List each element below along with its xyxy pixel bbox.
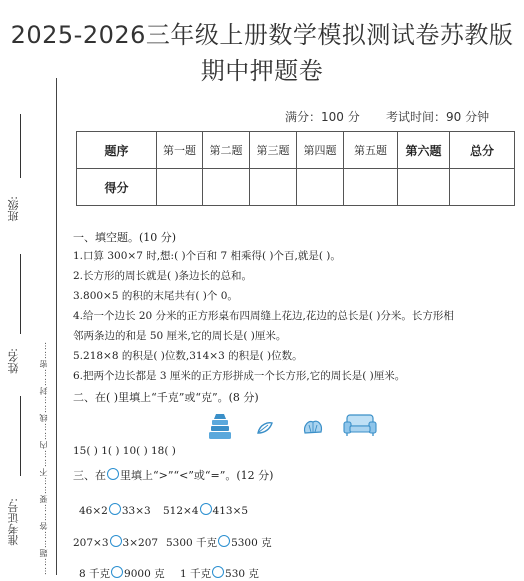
section2-heading: 二、在( )里填上“千克”或“克”。(8 分) xyxy=(73,391,259,404)
answer-circle-icon[interactable] xyxy=(218,535,230,547)
section3-heading-post: 里填上“>”“<”或“=”。(12 分) xyxy=(120,469,274,482)
page-title-line2: 期中押题卷 xyxy=(200,57,324,85)
compare-item xyxy=(79,566,165,581)
compare-left: 1 千克 xyxy=(180,568,212,580)
binding-margin xyxy=(0,78,62,575)
question-line: 4.给一个边长 20 分米的正方形桌布四周缝上花边,花边的总长是( )分米。长方形相 xyxy=(73,310,454,322)
section3-heading xyxy=(73,467,273,483)
section3-heading-pre: 三、在 xyxy=(73,469,106,482)
seal-line-text: ……题……答……要……不……内……线……封……密…… xyxy=(39,341,48,575)
question-line: 3.800×5 的积的末尾共有( )个 0。 xyxy=(73,290,238,302)
answer-circle-icon[interactable] xyxy=(212,566,224,578)
name-label: 姓名: xyxy=(7,348,20,374)
header-cell: 第三题 xyxy=(250,132,297,169)
class-label: 班级: xyxy=(7,196,20,222)
header-cell: 第五题 xyxy=(344,132,398,169)
compare-right: 5300 克 xyxy=(231,537,272,549)
compare-left: 46×2 xyxy=(79,505,108,517)
section1-heading: 一、填空题。(10 分) xyxy=(73,231,177,244)
class-underline xyxy=(20,114,21,178)
header-cell: 第二题 xyxy=(203,132,250,169)
compare-right: 413×5 xyxy=(212,505,249,517)
section2-answers: 15( ) 1( ) 10( ) 18( ) xyxy=(73,445,176,457)
compare-left: 512×4 xyxy=(163,505,199,517)
score-cell[interactable] xyxy=(203,169,250,206)
question-line: 5.218×8 的积是( )位数,314×3 的积是( )位数。 xyxy=(73,350,303,362)
full-score: 满分：100 分 xyxy=(285,110,360,124)
answer-circle-icon[interactable] xyxy=(200,503,212,515)
weights-icon xyxy=(207,411,233,441)
score-cell[interactable] xyxy=(450,169,515,206)
score-row-label: 得分 xyxy=(77,169,157,206)
answer-circle-icon[interactable] xyxy=(110,535,122,547)
compare-right: 9000 克 xyxy=(124,568,165,580)
compare-item xyxy=(73,535,158,550)
compare-left: 207×3 xyxy=(73,537,109,549)
answer-circle-icon xyxy=(107,468,119,480)
header-cell: 总分 xyxy=(450,132,515,169)
id-label: 准考证号: xyxy=(7,498,20,546)
score-cell[interactable] xyxy=(250,169,297,206)
compare-left: 5300 千克 xyxy=(166,537,218,549)
answer-circle-icon[interactable] xyxy=(109,503,121,515)
score-cell[interactable] xyxy=(297,169,344,206)
compare-right: 3×207 xyxy=(122,537,159,549)
score-cell[interactable] xyxy=(398,169,450,206)
compare-left: 8 千克 xyxy=(79,568,111,580)
answer-circle-icon[interactable] xyxy=(111,566,123,578)
score-cell[interactable] xyxy=(344,169,398,206)
compare-item xyxy=(166,535,272,550)
compare-right: 530 克 xyxy=(225,568,259,580)
compare-item xyxy=(180,566,259,581)
header-cell: 题序 xyxy=(77,132,157,169)
page-title-line1: 2025-2026三年级上册数学模拟测试卷苏教版 xyxy=(10,21,514,49)
leaf-icon xyxy=(256,420,274,436)
question-line: 6.把两个边长都是 3 厘米的正方形拼成一个长方形,它的周长是( )厘米。 xyxy=(73,370,406,382)
score-table xyxy=(76,131,515,206)
compare-right: 33×3 xyxy=(121,505,151,517)
header-cell: 第一题 xyxy=(157,132,203,169)
binding-line xyxy=(56,78,57,575)
compare-item xyxy=(79,503,151,518)
id-underline xyxy=(20,396,21,476)
question-line: 1.口算 300×7 时,想:( )个百和 7 相乘得( )个百,就是( )。 xyxy=(73,250,341,262)
question-line: 邻两条边的和是 50 厘米,它的周长是( )厘米。 xyxy=(73,330,287,342)
sofa-icon xyxy=(342,412,378,438)
score-table-score-row xyxy=(77,169,515,206)
compare-item xyxy=(163,503,248,518)
exam-time: 考试时间：90 分钟 xyxy=(386,110,490,124)
header-cell: 第四题 xyxy=(297,132,344,169)
score-table-header-row xyxy=(77,132,515,169)
header-cell: 第六题 xyxy=(398,132,450,169)
cabbage-icon xyxy=(302,417,324,435)
score-cell[interactable] xyxy=(157,169,203,206)
question-line: 2.长方形的周长就是( )条边长的总和。 xyxy=(73,270,253,282)
name-underline xyxy=(20,254,21,334)
